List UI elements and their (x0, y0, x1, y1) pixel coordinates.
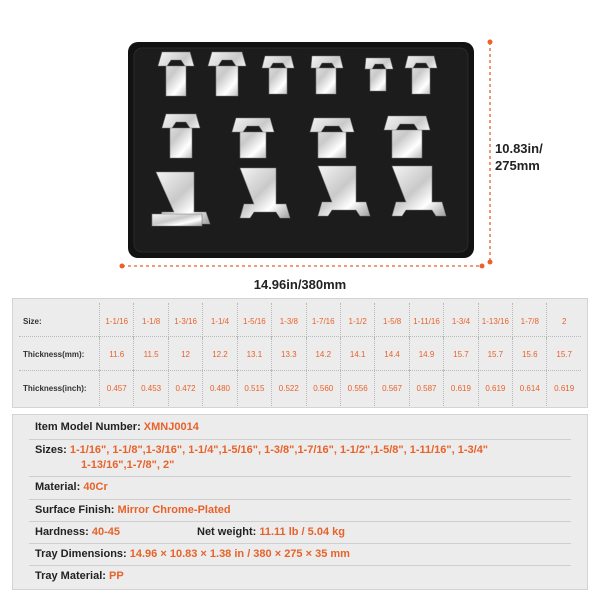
row-label: Thickness(mm): (23, 349, 85, 359)
table-row-size (13, 303, 587, 339)
table-cell: 1-3/8 (271, 303, 305, 339)
table-cell: 0.480 (202, 370, 236, 406)
table-cell: 0.453 (133, 370, 167, 406)
tray-dimensions-value: 14.96 × 10.83 × 1.38 in / 380 × 275 × 35 mm (129, 548, 350, 560)
table-cell: 0.619 (546, 370, 580, 406)
table-cell: 1-1/16 (99, 303, 133, 339)
table-row-thickness-inch (13, 370, 587, 406)
table-cell: 0.522 (271, 370, 305, 406)
width-dimension-label: 14.96in/380mm (253, 277, 347, 292)
table-cell: 0.556 (340, 370, 374, 406)
spec-table (12, 298, 588, 408)
table-row-thickness-mm (13, 336, 587, 372)
table-cell: 1-1/4 (202, 303, 236, 339)
table-cell: 0.515 (237, 370, 271, 406)
table-cell: 1-5/8 (374, 303, 408, 339)
hardness-label: Hardness: (35, 526, 89, 538)
material-value: 40Cr (83, 481, 108, 493)
sizes-value: 1-1/16", 1-1/8",1-3/16", 1-1/4",1-5/16", 1-3/8",1-7/16", 1-1/2",1-5/8", 1-11/16", 1-3/4" (69, 444, 489, 456)
table-cell: 15.7 (546, 336, 580, 372)
table-cell: 15.7 (443, 336, 477, 372)
material-label: Material: (35, 481, 81, 493)
row-label: Size: (23, 316, 42, 326)
table-cell: 14.1 (340, 336, 374, 372)
height-dimension-label (495, 140, 585, 174)
table-cell: 12 (168, 336, 202, 372)
table-cell: 15.6 (512, 336, 546, 372)
table-cell: 1-13/16 (478, 303, 512, 339)
hardness-value: 40-45 (91, 526, 120, 538)
model-number-value: XMNJ0014 (143, 421, 199, 433)
table-cell: 0.567 (374, 370, 408, 406)
table-cell: 13.1 (237, 336, 271, 372)
table-cell: 15.7 (478, 336, 512, 372)
product-details-panel (12, 414, 588, 590)
height-dimension-text: 10.83in/ 275mm (495, 141, 543, 173)
tray-material-label: Tray Material: (35, 570, 106, 582)
net-weight-label: Net weight: (197, 526, 257, 538)
table-cell: 14.9 (409, 336, 443, 372)
model-number-line (35, 421, 199, 433)
sizes-line (35, 444, 488, 456)
table-cell: 14.2 (306, 336, 340, 372)
table-cell: 13.3 (271, 336, 305, 372)
material-line (35, 481, 108, 493)
tray-material-line (35, 570, 124, 582)
sizes-line-2 (81, 459, 174, 471)
hardness-line (35, 526, 120, 538)
table-cell: 2 (546, 303, 580, 339)
net-weight-value: 11.11 lb / 5.04 kg (259, 526, 345, 538)
table-cell: 1-5/16 (237, 303, 271, 339)
table-cell: 0.587 (409, 370, 443, 406)
table-cell: 0.619 (443, 370, 477, 406)
sizes-label: Sizes: (35, 444, 67, 456)
table-cell: 11.6 (99, 336, 133, 372)
table-cell: 1-1/2 (340, 303, 374, 339)
tray-dimensions-label: Tray Dimensions: (35, 548, 127, 560)
table-cell: 1-1/8 (133, 303, 167, 339)
table-cell: 0.472 (168, 370, 202, 406)
surface-finish-label: Surface Finish: (35, 504, 115, 516)
surface-finish-line (35, 504, 231, 516)
table-cell: 0.619 (478, 370, 512, 406)
table-cell: 12.2 (202, 336, 236, 372)
row-label: Thickness(inch): (23, 383, 87, 393)
tray-material-value: PP (108, 570, 124, 582)
table-cell: 1-3/16 (168, 303, 202, 339)
table-cell: 1-7/8 (512, 303, 546, 339)
table-cell: 14.4 (374, 336, 408, 372)
table-cell: 1-7/16 (306, 303, 340, 339)
surface-finish-value: Mirror Chrome-Plated (117, 504, 231, 516)
table-cell: 1-11/16 (409, 303, 443, 339)
tray-dimensions-line (35, 548, 350, 560)
table-cell: 0.457 (99, 370, 133, 406)
table-cell: 1-3/4 (443, 303, 477, 339)
net-weight-line (197, 526, 345, 538)
table-cell: 0.560 (306, 370, 340, 406)
table-cell: 11.5 (133, 336, 167, 372)
sizes-value-continued: 1-13/16",1-7/8", 2" (81, 459, 175, 471)
model-number-label: Item Model Number: (35, 421, 141, 433)
table-cell: 0.614 (512, 370, 546, 406)
